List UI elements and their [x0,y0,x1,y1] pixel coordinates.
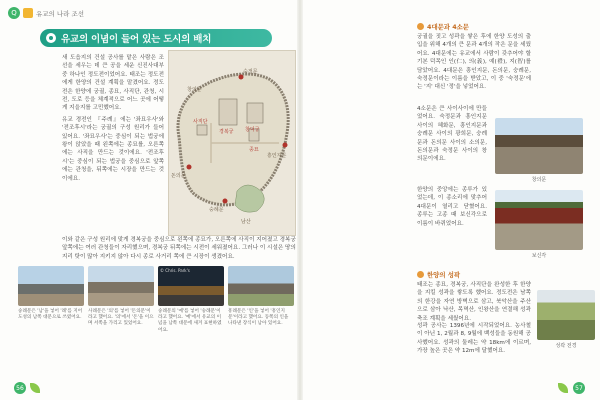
map-label: 숭례문 [209,207,224,213]
gate-photo [228,266,294,306]
body-paragraph-3: 이와 같은 구성 원리에 맞게 경복궁을 중심으로 왼쪽에 종묘가, 오른쪽에 사직이 지어졌고 경복궁 앞쪽에는 여러 관청들이 자리했으며, 경복궁 뒤쪽에는 시전이 세워졌어요. 그러나 이 시설은 땅의 지리 탓이 많아 지키지 않아 다시 종로 사거리 쪽에 큰 시장이 생겼어요. [62,237,296,260]
map-label: 흥인지문 [267,153,287,159]
chapter-marker-icon [23,8,33,18]
gate-photo-strip [18,266,296,344]
subsection-heading [417,270,460,279]
photo-caption: 성곽 전경 [555,343,577,349]
page-gutter [297,0,303,400]
changuimun-photo [495,118,583,174]
map-drawing [169,51,297,237]
title-bullet-icon [46,33,56,43]
photo-caption: 흥례문은 '인'을 넣어 '흥인지문'이라고 했어요. 동쪽의 인을 나타낸 장식이 남아 있어요. [228,309,289,327]
gate-photo [18,266,84,306]
left-body-wide-text [62,236,296,261]
right-paragraph-5: 성곽 공사는 1396년에 시작되었어요. 농사철이 아닌 1, 2월과 8, 9월에 백성들을 동원해 공사했어요. 성곽의 둘레는 약 18km에 이르며, 가장 높은 곳은 약 12m에 달했어요. [417,323,531,355]
map-label: 종묘 [249,147,259,153]
map-label: 창덕궁 [245,127,260,133]
right-paragraph-4: 태조는 종묘, 경복궁, 사직단을 완성한 후 한양을 지킬 성곽을 쌓도록 했어요. 정도전은 남쪽의 한강을 자연 방벽으로 삼고, 북악산을 주산으로 삼아 낙산, 목멱산, 인왕산을 연결해 성곽 축조 계획을 세웠어요. [417,282,531,322]
photo-caption: 사례문은 '의'를 넣어 '돈의문'이라고 했어요. '의'에서 '돈'을 이으며 서쪽을 가리고 있었어요. [88,309,154,327]
left-body-text [62,54,164,183]
right-paragraph-2: 4소문은 큰 사이사이에 만들었어요. 숙정문과 흥인지문 사이의 혜화문, 흥인지문과 숭례문 사이의 광희문, 숭례문과 돈의문 사이의 소의문, 돈의문과 숙정문 사이의 창의문이에요. [417,106,487,163]
leaf-ornament-icon [558,383,568,393]
photo-caption: 보신각 [531,253,547,259]
body-paragraph-2: 유교 경전인 『주례』에는 '좌묘우사'와 '전조후시'라는 궁궐의 구성 원리가 들어 있어요. '좌묘우사'는 중심이 되는 법궁에 왕이 앉았을 때 왼쪽에는 종묘를, 오른쪽에는 사직을 만드는 것이에요. '전조후시'는 중심이 되는 법궁을 중심으로 앞쪽에는 관청을, 뒤쪽에는 시장을 만드는 것이에요. [62,116,164,182]
page-number-right: 57 [573,382,585,394]
right-page [305,0,600,400]
photo-caption: 숭례문은 '남'을 넣어 '례'를 지어 도성의 남쪽 대문으로 쓰였어요. [18,309,83,321]
photo-credit: © Chris. Park's [160,268,190,273]
chapter-badge-icon: Q [8,7,20,19]
map-label: 창의문 [187,87,202,93]
page-number-left: 56 [14,382,26,394]
running-header-text: 유교의 나라 조선 [36,9,85,18]
running-header [8,6,84,20]
map-label: 숙정문 [243,69,258,75]
right-paragraph-3: 한양의 중앙에는 종루가 있었는데, 이 종소리에 맞추어 4대문이 열리고 닫혔어요. 종루는 고종 때 보신각으로 이름이 바뀌었어요. [417,187,487,227]
map-label: 남산 [241,219,251,225]
map-label: 경복궁 [219,129,234,135]
section-title: 유교의 이념이 들어 있는 도시의 배치 [61,34,212,45]
section-bullet-icon [417,23,424,30]
map-label: 돈의문 [171,173,186,179]
photo-caption: 창의문 [531,177,547,183]
leaf-ornament-icon [30,383,40,393]
section-title-bar [40,29,272,47]
gate-photo [88,266,154,306]
gate-photo [158,266,224,306]
fortress-photo [537,290,595,340]
subsection-heading [417,22,469,31]
body-paragraph-1: 새 도읍지의 건설 공사를 맡은 사람은 조선을 세우는 데 큰 공을 세운 신진사대부 중 하나인 정도전이었어요. 태조는 정도전에게 한양의 건설 계획을 맡겼어요. 정도전은 한양에 궁궐, 종묘, 사직단, 관청, 시전, 도로 등을 체계적으로 어느 곳에 어떻게 지을지를 고민했어요. [62,55,164,112]
map-label: 사직단 [193,119,208,125]
subsection-heading-text: 한양의 성곽 [427,271,461,279]
right-paragraph-1: 궁궐을 짓고 성곽을 쌓은 후에 한양 도성의 출입을 위해 4개의 큰 문과 4개의 작은 문을 세웠어요. 4대문에는 유교에서 사람이 갖추어야 할 기본 덕목인 인(仁), 의(義), 예(禮), 지(智)를 담았어요. 4대문은 흥인지문, 돈의문, 숭례문, 숙정문이라는 이름을 받았고, 이 중 '숙정문'에는 '지' 대신 '정'을 넣었어요. [417,34,531,91]
subsection-heading-text: 4대문과 4소문 [427,23,469,31]
section-bullet-icon [417,271,424,278]
hanyang-map [168,50,296,236]
photo-caption: 숭례문의 '예'를 넣어 '숭례문'이라고 했어요. '예'에서 유교의 이념을 남쪽 대문에 새겨 표현하였어요. [158,309,222,333]
bosingak-photo [495,190,583,250]
